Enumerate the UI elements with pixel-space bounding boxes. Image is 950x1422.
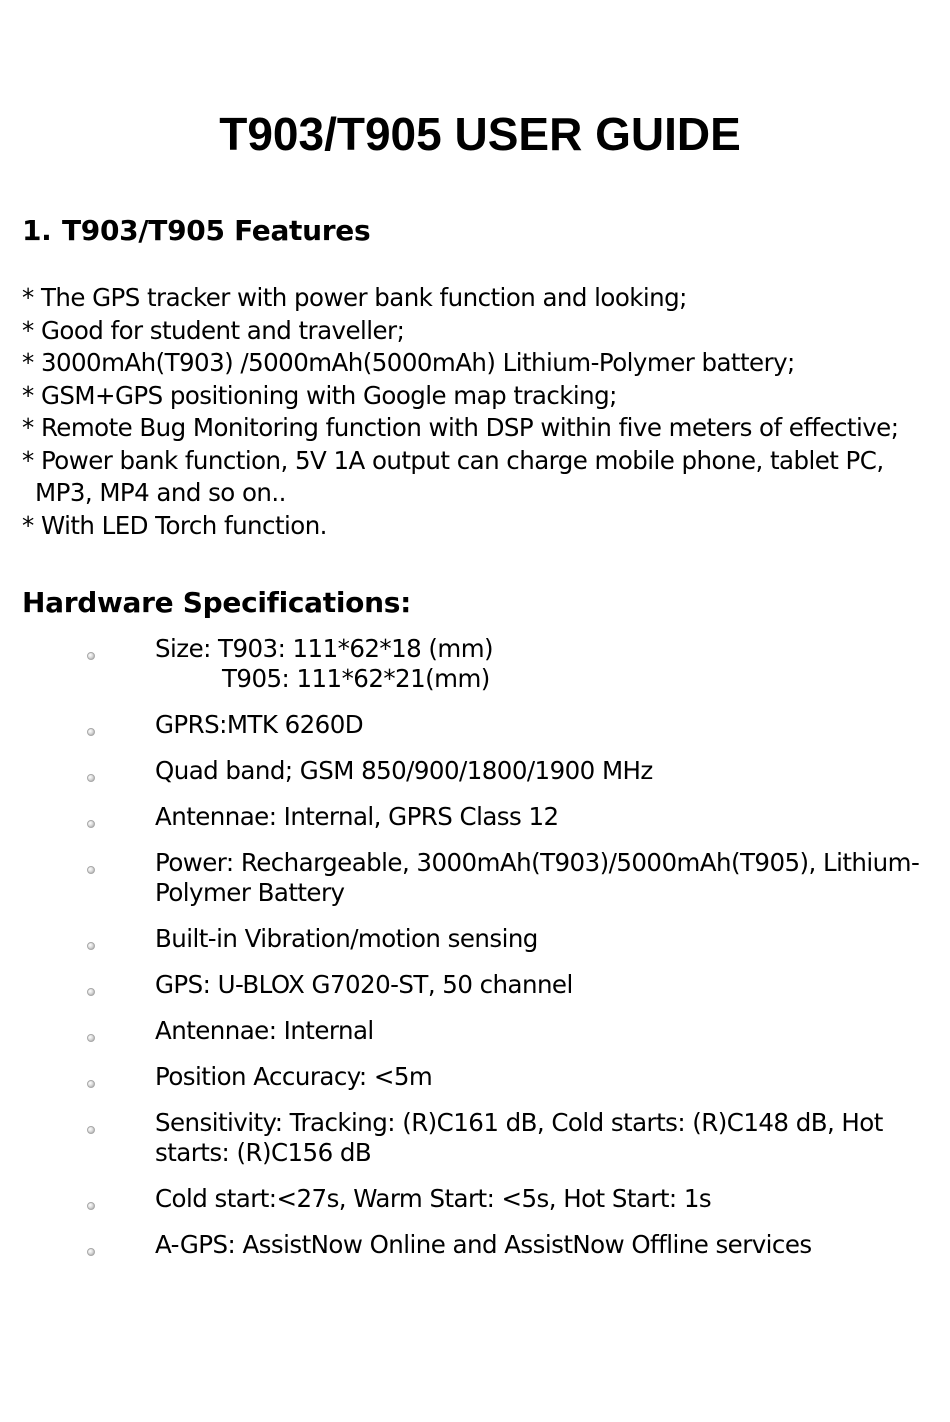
spec-text	[155, 1016, 945, 1046]
spec-text	[155, 924, 945, 954]
spec-line: Built-in Vibration/motion sensing	[155, 924, 538, 953]
hardware-heading: Hardware Specifications:	[22, 586, 411, 619]
feature-item-continuation: MP3, MP4 and so on..	[35, 478, 286, 507]
bullet-icon	[87, 1248, 95, 1256]
bullet-icon	[87, 652, 95, 660]
bullet-icon	[87, 866, 95, 874]
spec-text	[155, 1184, 945, 1214]
bullet-icon	[87, 774, 95, 782]
spec-line: GPS: U-BLOX G7020-ST, 50 channel	[155, 970, 573, 999]
spec-text	[155, 756, 945, 786]
feature-item: * Remote Bug Monitoring function with DSP within five meters of effective;	[22, 413, 899, 442]
features-heading	[22, 212, 370, 250]
spec-text	[155, 1230, 945, 1260]
spec-line: Antennae: Internal, GPRS Class 12	[155, 802, 559, 831]
spec-line: A-GPS: AssistNow Online and AssistNow Offline services	[155, 1230, 812, 1259]
spec-line: Polymer Battery	[155, 877, 345, 907]
spec-line: Size: T903: 111*62*18 (mm)	[155, 634, 494, 663]
bullet-icon	[87, 1080, 95, 1088]
spec-text	[155, 1062, 945, 1092]
feature-item: * 3000mAh(T903) /5000mAh(5000mAh) Lithium-Polymer battery;	[22, 348, 795, 377]
page-title: T903/T905 USER GUIDE	[219, 108, 741, 160]
spec-line: Antennae: Internal	[155, 1016, 374, 1045]
spec-line: Power: Rechargeable, 3000mAh(T903)/5000mAh(T905), Lithium-	[155, 848, 920, 877]
features-list	[22, 282, 947, 542]
feature-item: * GSM+GPS positioning with Google map tracking;	[22, 380, 617, 410]
spec-text	[155, 802, 945, 832]
feature-item: * Power bank function, 5V 1A output can charge mobile phone, tablet PC,	[22, 445, 884, 475]
spec-text	[155, 848, 945, 907]
bullet-icon	[87, 988, 95, 996]
bullet-icon	[87, 1202, 95, 1210]
spec-line: Sensitivity: Tracking: (R)C161 dB, Cold starts: (R)C148 dB, Hot	[155, 1108, 883, 1137]
spec-line: Position Accuracy: <5m	[155, 1062, 433, 1091]
spec-line: Cold start:<27s, Warm Start: <5s, Hot Start: 1s	[155, 1184, 712, 1213]
spec-line: Quad band; GSM 850/900/1800/1900 MHz	[155, 756, 653, 785]
features-heading-text: T903/T905 Features	[62, 214, 371, 247]
bullet-icon	[87, 942, 95, 950]
bullet-icon	[87, 1034, 95, 1042]
feature-item: * Good for student and traveller;	[22, 315, 405, 345]
bullet-icon	[87, 820, 95, 828]
spec-text	[155, 1108, 945, 1167]
spec-text	[155, 970, 945, 1000]
bullet-icon	[87, 1126, 95, 1134]
spec-text	[155, 710, 945, 740]
section-number: 1.	[22, 214, 52, 247]
spec-line: GPRS:MTK 6260D	[155, 710, 364, 739]
spec-line: starts: (R)C156 dB	[155, 1137, 372, 1167]
feature-item: * With LED Torch function.	[22, 510, 327, 540]
bullet-icon	[87, 728, 95, 736]
feature-item: * The GPS tracker with power bank function and looking;	[22, 283, 687, 312]
spec-text	[155, 634, 945, 693]
spec-line: T905: 111*62*21(mm)	[222, 663, 490, 693]
